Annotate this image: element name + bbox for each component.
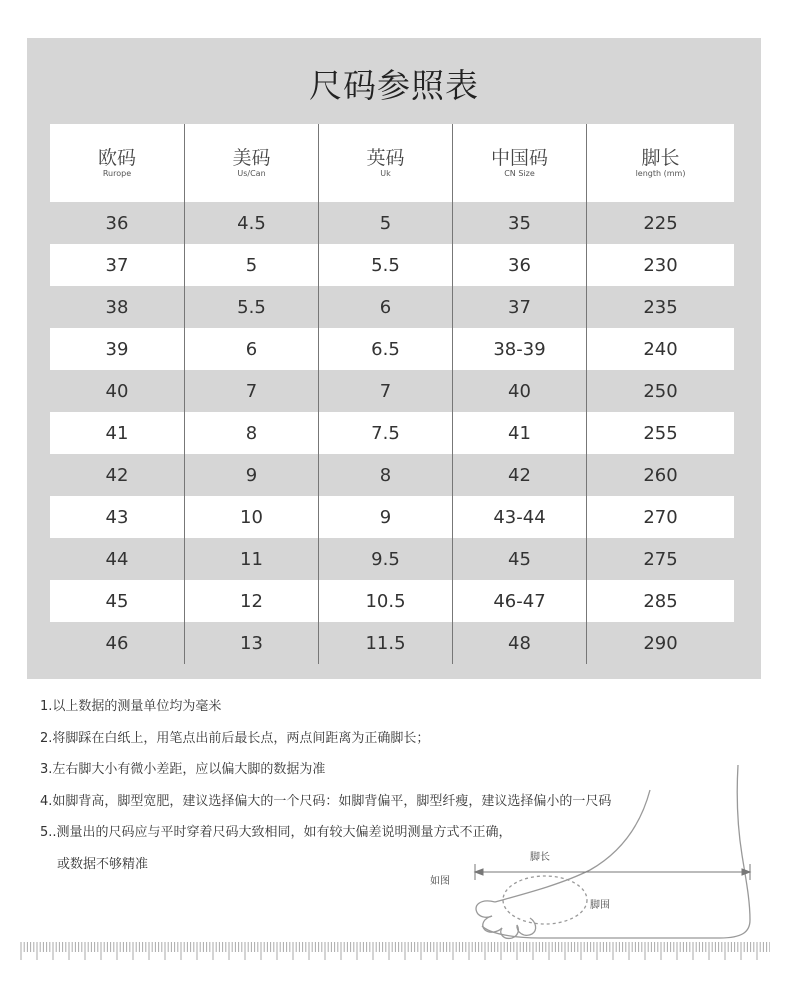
cell-cn <box>453 286 587 328</box>
table-row <box>50 580 734 622</box>
instep-outline <box>495 790 650 902</box>
header-length <box>587 124 734 202</box>
cell-us <box>185 580 319 622</box>
length-label: 脚长 <box>530 852 550 863</box>
cell-eu <box>50 580 185 622</box>
cell-value: 9.5 <box>371 548 400 570</box>
cell-value: 36 <box>508 254 531 276</box>
toe-outline <box>483 916 502 932</box>
header-label: 英码 <box>366 147 405 169</box>
cell-value: 42 <box>105 464 129 486</box>
header-sublabel: length (mm) <box>635 169 686 178</box>
cell-value: 9 <box>245 464 258 486</box>
header-uk <box>319 124 453 202</box>
arrow-head-icon <box>475 869 483 875</box>
cell-length <box>587 202 734 244</box>
cell-uk <box>319 454 453 496</box>
cell-value: 41 <box>105 422 129 444</box>
cell-length <box>587 622 734 664</box>
ruler-strip <box>20 940 770 962</box>
cell-value: 4.5 <box>237 212 266 234</box>
cell-uk <box>319 286 453 328</box>
cell-length <box>587 286 734 328</box>
cell-us <box>185 622 319 664</box>
cell-value: 8 <box>379 464 392 486</box>
cell-us <box>185 454 319 496</box>
cell-uk <box>319 370 453 412</box>
cell-value: 6 <box>379 296 392 318</box>
header-eu <box>50 124 185 202</box>
cell-value: 260 <box>643 464 678 486</box>
table-row <box>50 286 734 328</box>
header-us <box>185 124 319 202</box>
cell-value: 9 <box>379 506 392 528</box>
note-item: 3.左右脚大小有微小差距，应以偏大脚的数据为准 <box>40 762 326 777</box>
cell-value: 11.5 <box>365 632 406 654</box>
cell-eu <box>50 412 185 454</box>
cell-eu <box>50 328 185 370</box>
cell-uk <box>319 244 453 286</box>
cell-value: 5 <box>379 212 392 234</box>
header-label: 中国码 <box>490 147 548 169</box>
cell-value: 290 <box>643 632 678 654</box>
cell-value: 45 <box>105 590 129 612</box>
example-label: 如图 <box>430 876 450 887</box>
note-item: 或数据不够精准 <box>57 856 149 872</box>
cell-cn <box>453 412 587 454</box>
cell-length <box>587 370 734 412</box>
cell-value: 270 <box>643 506 678 528</box>
table-row <box>50 538 734 580</box>
cell-cn <box>453 202 587 244</box>
cell-value: 255 <box>643 422 678 444</box>
cell-uk <box>319 580 453 622</box>
cell-us <box>185 244 319 286</box>
header-sublabel: Us/Can <box>237 169 266 178</box>
cell-value: 36 <box>105 212 129 234</box>
cell-eu <box>50 454 185 496</box>
table-row <box>50 244 734 286</box>
cell-uk <box>319 412 453 454</box>
cell-value: 250 <box>643 380 678 402</box>
table-row <box>50 328 734 370</box>
cell-us <box>185 370 319 412</box>
girth-label: 脚围 <box>590 900 610 911</box>
cell-us <box>185 328 319 370</box>
cell-value: 46 <box>105 632 129 654</box>
cell-value: 37 <box>508 296 531 318</box>
table-row <box>50 412 734 454</box>
page-title: 尺码参照表 <box>309 66 479 105</box>
cell-eu <box>50 370 185 412</box>
cell-value: 35 <box>508 212 531 234</box>
cell-eu <box>50 622 185 664</box>
cell-us <box>185 202 319 244</box>
cell-value: 275 <box>643 548 678 570</box>
cell-eu <box>50 202 185 244</box>
cell-value: 235 <box>643 296 678 318</box>
cell-cn <box>453 454 587 496</box>
toe-outline <box>476 901 495 917</box>
foot-outline <box>482 765 750 938</box>
cell-cn <box>453 496 587 538</box>
cell-value: 12 <box>240 590 263 612</box>
cell-us <box>185 412 319 454</box>
header-sublabel: Uk <box>380 169 391 178</box>
arrow-head-icon <box>742 869 750 875</box>
cell-uk <box>319 328 453 370</box>
size-chart-panel <box>27 38 761 679</box>
cell-value: 285 <box>643 590 678 612</box>
cell-us <box>185 286 319 328</box>
cell-cn <box>453 328 587 370</box>
cell-value: 5.5 <box>237 296 266 318</box>
cell-uk <box>319 202 453 244</box>
cell-value: 6.5 <box>371 338 400 360</box>
cell-uk <box>319 496 453 538</box>
cell-value: 43-44 <box>493 506 546 528</box>
cell-uk <box>319 538 453 580</box>
cell-length <box>587 412 734 454</box>
table-row <box>50 622 734 664</box>
note-item: 5..测量出的尺码应与平时穿着尺码大致相同，如有较大偏差说明测量方式不正确， <box>40 825 512 840</box>
cell-value: 5 <box>245 254 258 276</box>
cell-value: 38 <box>105 296 129 318</box>
cell-value: 6 <box>245 338 258 360</box>
cell-value: 7 <box>245 380 258 402</box>
table-row <box>50 202 734 244</box>
header-label: 欧码 <box>97 147 136 169</box>
cell-value: 230 <box>643 254 678 276</box>
cell-value: 42 <box>508 464 531 486</box>
cell-value: 225 <box>643 212 678 234</box>
cell-uk <box>319 622 453 664</box>
cell-value: 40 <box>105 380 129 402</box>
cell-length <box>587 496 734 538</box>
cell-value: 7 <box>379 380 392 402</box>
size-table <box>50 124 734 664</box>
foot-measure-diagram <box>420 760 770 945</box>
cell-value: 10.5 <box>365 590 406 612</box>
header-cn <box>453 124 587 202</box>
cell-value: 44 <box>105 548 129 570</box>
cell-cn <box>453 580 587 622</box>
cell-us <box>185 496 319 538</box>
cell-value: 5.5 <box>371 254 400 276</box>
cell-value: 13 <box>240 632 263 654</box>
cell-length <box>587 454 734 496</box>
cell-length <box>587 580 734 622</box>
table-row <box>50 496 734 538</box>
cell-value: 240 <box>643 338 678 360</box>
cell-cn <box>453 244 587 286</box>
cell-value: 10 <box>240 506 263 528</box>
table-row <box>50 370 734 412</box>
cell-value: 8 <box>245 422 258 444</box>
cell-eu <box>50 244 185 286</box>
cell-cn <box>453 370 587 412</box>
cell-length <box>587 244 734 286</box>
cell-value: 48 <box>508 632 531 654</box>
cell-cn <box>453 622 587 664</box>
cell-value: 11 <box>240 548 263 570</box>
cell-value: 43 <box>105 506 129 528</box>
note-item: 1.以上数据的测量单位均为毫米 <box>40 699 222 714</box>
cell-cn <box>453 538 587 580</box>
cell-value: 41 <box>508 422 531 444</box>
cell-eu <box>50 286 185 328</box>
header-sublabel: Rurope <box>102 169 132 178</box>
cell-value: 39 <box>105 338 129 360</box>
table-row <box>50 454 734 496</box>
note-item: 2.将脚踩在白纸上，用笔点出前后最长点，两点间距离为正确脚长； <box>40 730 430 746</box>
cell-length <box>587 328 734 370</box>
toe-outline <box>517 918 536 935</box>
cell-eu <box>50 538 185 580</box>
cell-value: 46-47 <box>493 590 546 612</box>
cell-value: 7.5 <box>371 422 400 444</box>
header-sublabel: CN Size <box>504 169 535 178</box>
table-header-row <box>50 124 734 202</box>
header-label: 脚长 <box>641 147 680 169</box>
cell-us <box>185 538 319 580</box>
cell-value: 38-39 <box>493 338 546 360</box>
note-item: 4.如脚背高，脚型宽肥，建议选择偏大的一个尺码：如脚背偏平，脚型纤瘦，建议选择偏小的一尺码 <box>40 793 612 809</box>
girth-ellipse <box>503 876 587 924</box>
header-label: 美码 <box>232 147 271 169</box>
cell-value: 45 <box>508 548 531 570</box>
cell-length <box>587 538 734 580</box>
cell-value: 40 <box>508 380 531 402</box>
cell-value: 37 <box>105 254 129 276</box>
cell-eu <box>50 496 185 538</box>
